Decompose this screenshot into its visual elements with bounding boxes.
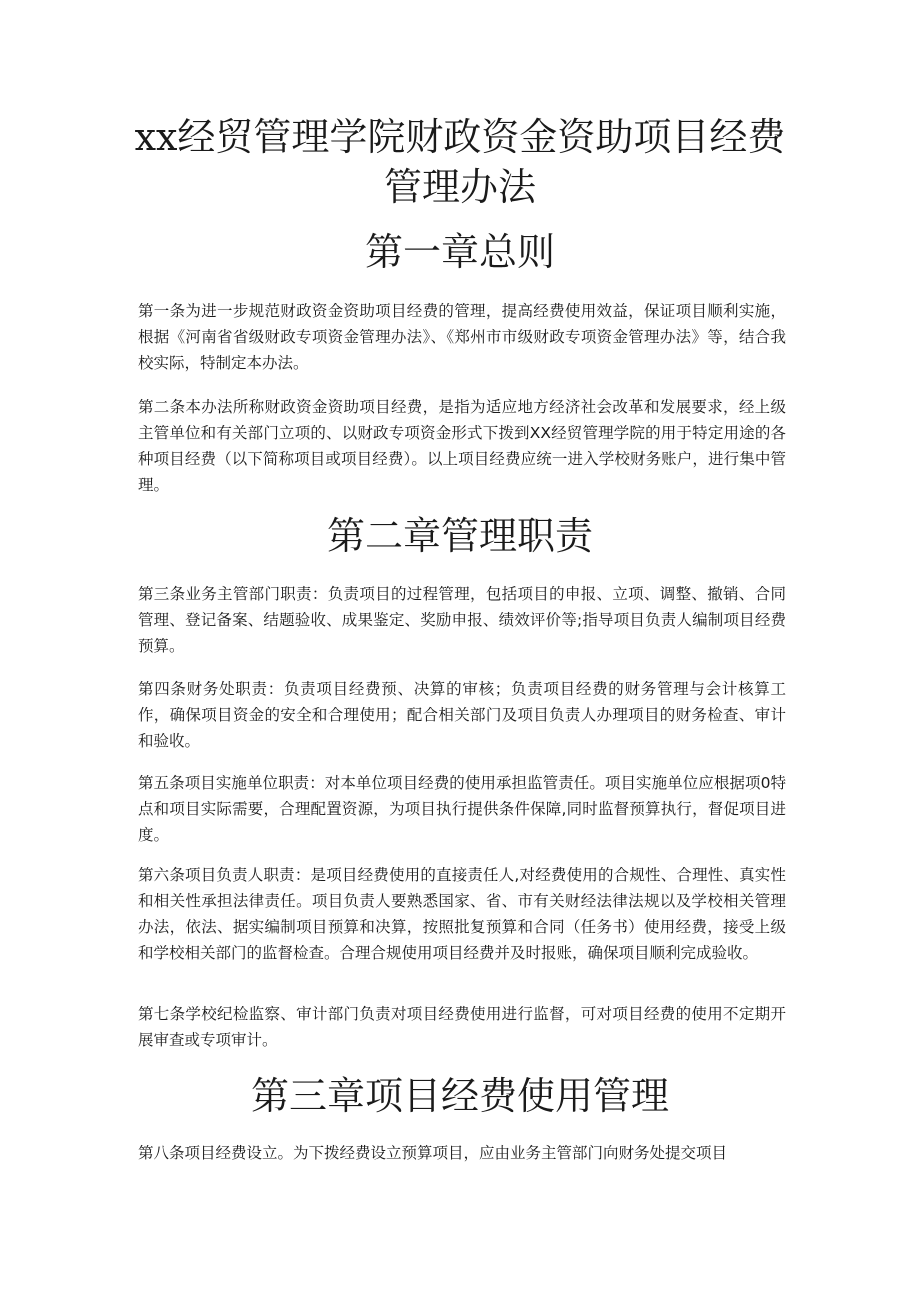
chapter-2-heading: 第二章管理职责: [326, 514, 593, 558]
chapter-3-heading: 第三章项目经费使用管理: [250, 1074, 669, 1118]
article-8: 第八条项目经费设立。为下拨经费设立预算项目，应由业务主管部门向财务处提交项目: [138, 1144, 728, 1162]
article-3: 第三条业务主管部门职责：负责项目的过程管理，包括项目的申报、立项、调整、撤销、合同管理、登记备案、结题验收、成果鉴定、奖励申报、绩效评价等;指导项目负责人编制项目经费预算。: [138, 585, 786, 655]
article-7: 第七条学校纪检监察、审计部门负责对项目经费使用进行监督，可对项目经费的使用不定期开展审查或专项审计。: [138, 1005, 786, 1049]
article-4: 第四条财务处职责：负责项目经费预、决算的审核；负责项目经费的财务管理与会计核算工作，确保项目资金的安全和合理使用；配合相关部门及项目负责人办理项目的财务检查、审计和验收。: [138, 680, 786, 750]
chapter-1-heading: 第一章总则: [364, 230, 555, 274]
article-1: 第一条为进一步规范财政资金资助项目经费的管理，提高经费使用效益，保证项目顺利实施，根据《河南省省级财政专项资金管理办法》、《郑州市市级财政专项资金管理办法》等，结合我校实际，特制定本办法。: [138, 302, 786, 372]
document-title-line-2: 管理办法: [383, 165, 536, 209]
document-title-line-1: xx经贸管理学院财政资金资助项目经费: [134, 115, 786, 159]
article-6: 第六条项目负责人职责：是项目经费使用的直接责任人,对经费使用的合规性、合理性、真实性和相关性承担法律责任。项目负责人要熟悉国家、省、市有关财经法律法规以及学校相关管理办法，依法、据实编制项目预算和决算，按照批复预算和合同（任务书）使用经费，接受上级和学校相关部门的监督检查。合理合规使用项目经费并及时报账，确保项目顺利完成验收。: [138, 866, 786, 962]
article-5: 第五条项目实施单位职责：对本单位项目经费的使用承担监管责任。项目实施单位应根据项0特点和项目实际需要，合理配置资源，为项目执行提供条件保障,同时监督预算执行，督促项目进度。: [138, 774, 786, 844]
article-2: 第二条本办法所称财政资金资助项目经费，是指为适应地方经济社会改革和发展要求，经上级主管单位和有关部门立项的、以财政专项资金形式下拨到XX经贸管理学院的用于特定用途的各种项目经费（以下简称项目或项目经费）。以上项目经费应统一进入学校财务账户，进行集中管理。: [138, 398, 786, 494]
